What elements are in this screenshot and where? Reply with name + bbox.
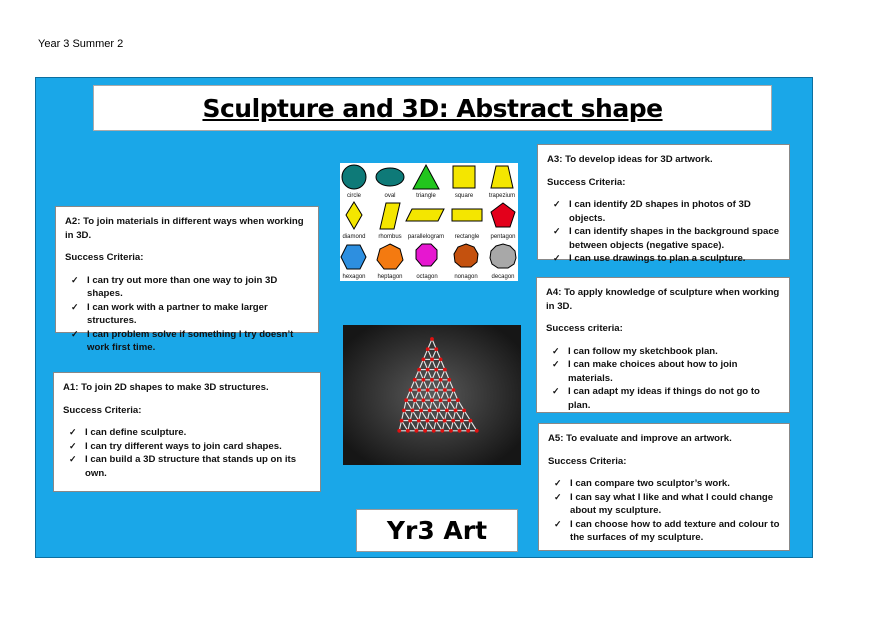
square-shape (453, 166, 475, 188)
criteria-item: ✓ I can adapt my ideas if things do not go to plan. (546, 385, 781, 412)
octagon-shape (416, 244, 437, 266)
shape-label: triangle (416, 193, 436, 199)
lattice-node (439, 398, 443, 402)
rectangle-shape (452, 209, 482, 221)
display-board (35, 77, 813, 558)
shape-label: hexagon (342, 274, 366, 280)
shape-label: diamond (342, 234, 366, 240)
lattice-node (423, 429, 427, 433)
criteria-list-a2 (65, 274, 310, 355)
criteria-list-a1 (63, 426, 312, 480)
heptagon-shape (377, 244, 403, 269)
page-title: Sculpture and 3D: Abstract shape (202, 93, 663, 123)
lattice-node (434, 368, 438, 372)
criteria-item: ✓ I can choose how to add texture and colour to the surfaces of my sculpture. (548, 518, 781, 545)
criteria-item: ✓ I can build a 3D structure that stands up on its own. (63, 453, 312, 480)
criteria-item: ✓ I can follow my sketchbook plan. (546, 345, 781, 359)
lattice-node (475, 429, 479, 433)
objective-a3: A3: To develop ideas for 3D artwork. (547, 154, 713, 165)
criteria-item: ✓ I can identify 2D shapes in photos of 3D objects. (547, 198, 781, 225)
lattice-node (413, 378, 417, 382)
shape-label: parallelogram (407, 234, 445, 240)
shape-label: decagon (491, 274, 515, 280)
lattice-node (404, 398, 408, 402)
lattice-node (430, 378, 434, 382)
lattice-node (462, 409, 466, 413)
shape-label: oval (384, 193, 396, 199)
shape-label: rectangle (454, 234, 480, 240)
lattice-node (440, 429, 444, 433)
lattice-node (426, 347, 430, 351)
lattice-node (445, 409, 449, 413)
shape-label: octagon (416, 274, 438, 280)
lattice-node (411, 409, 415, 413)
lattice-node (434, 347, 438, 351)
card-a2 (55, 206, 319, 353)
objective-a2: A2: To join materials in different ways when working in 3D. (65, 216, 304, 241)
hexagon-shape (341, 245, 366, 269)
lattice-node (417, 419, 421, 423)
shape-label: circle (346, 193, 362, 199)
diamond-shape (346, 202, 362, 229)
lattice-node (439, 378, 443, 382)
lattice-node (434, 388, 438, 392)
lattice-node (469, 419, 473, 423)
lattice-node (430, 337, 434, 341)
lattice-node (466, 429, 470, 433)
criteria-item: ✓ I can identify shapes in the background space between objects (negative space). (547, 225, 781, 252)
lattice-node (428, 409, 432, 413)
lattice-node (436, 409, 440, 413)
criteria-heading-a3: Success Criteria: (547, 176, 626, 188)
nonagon-shape (454, 244, 478, 267)
criteria-heading-a4: Success criteria: (546, 323, 623, 334)
criteria-item: ✓ I can problem solve if something I try doesn’t work first time. (65, 328, 310, 355)
shape-label: square (454, 193, 474, 199)
lattice-node (402, 409, 406, 413)
objective-a1: A1: To join 2D shapes to make 3D structures. (63, 382, 269, 393)
lattice-node (447, 398, 451, 402)
criteria-item: ✓ I can compare two sculptor’s work. (548, 477, 781, 491)
lattice-node (413, 398, 417, 402)
lattice-node (426, 388, 430, 392)
criteria-item: ✓ I can make choices about how to join materials. (546, 358, 781, 385)
lattice-node (430, 398, 434, 402)
title-box (93, 85, 772, 131)
lattice-node (452, 388, 456, 392)
card-a5 (538, 423, 790, 551)
criteria-list-a5 (548, 477, 781, 545)
criteria-heading-a2: Success Criteria: (65, 252, 144, 263)
lattice-node (421, 398, 425, 402)
pentagon-shape (491, 203, 515, 227)
lattice-node (417, 368, 421, 372)
2d-shapes-chart (340, 163, 518, 281)
triangle-shape (413, 165, 439, 189)
criteria-heading-a5: Success Criteria: (548, 455, 627, 467)
lattice-node (426, 368, 430, 372)
lattice-node (439, 358, 443, 362)
lattice-node (397, 429, 401, 433)
objective-a4: A4: To apply knowledge of sculpture when working in 3D. (546, 287, 780, 312)
lattice-node (449, 429, 453, 433)
lattice-node (447, 378, 451, 382)
lattice-node (458, 429, 462, 433)
lattice-node (425, 419, 429, 423)
criteria-item: ✓ I can say what I like and what I could change about my sculpture. (548, 491, 781, 518)
criteria-item: ✓ I can use drawings to plan a sculpture. (547, 252, 781, 266)
lattice-node (400, 419, 404, 423)
oval-shape (376, 168, 404, 186)
decagon-shape (490, 244, 516, 268)
rhombus-shape (380, 203, 400, 229)
lattice-node (451, 419, 455, 423)
lattice-node (434, 419, 438, 423)
yr3-art-badge (356, 509, 518, 552)
lattice-node (456, 398, 460, 402)
trapezium-shape (491, 166, 513, 188)
sculpture-image (343, 325, 521, 465)
criteria-list-a3 (547, 198, 781, 266)
lattice-node (443, 419, 447, 423)
lattice-node (430, 358, 434, 362)
lattice-node (409, 388, 413, 392)
card-a1 (53, 372, 321, 492)
shapes-svg (340, 163, 518, 281)
shape-label: pentagon (490, 234, 516, 240)
lattice-node (432, 429, 436, 433)
lattice-node (443, 388, 447, 392)
criteria-item: ✓ I can try different ways to join card shapes. (63, 440, 312, 454)
lattice-node (415, 429, 419, 433)
criteria-item: ✓ I can work with a partner to make larger structures. (65, 301, 310, 328)
lattice-node (460, 419, 464, 423)
lattice-node (443, 368, 447, 372)
lattice-node (421, 378, 425, 382)
criteria-list-a4 (546, 345, 781, 413)
lattice-node (417, 388, 421, 392)
badge-text: Yr3 Art (386, 516, 488, 545)
objective-a5: A5: To evaluate and improve an artwork. (548, 433, 732, 444)
parallelogram-shape (406, 209, 444, 221)
sculpture-svg (343, 325, 521, 465)
card-a4 (536, 277, 790, 413)
shape-label: rhombus (378, 234, 402, 240)
page-header: Year 3 Summer 2 (38, 38, 124, 50)
criteria-heading-a1: Success Criteria: (63, 404, 142, 416)
lattice-node (419, 409, 423, 413)
shape-label: trapezium (488, 193, 516, 199)
criteria-item: ✓ I can try out more than one way to join 3D shapes. (65, 274, 310, 301)
shape-label: heptagon (377, 274, 403, 280)
circle-shape (342, 165, 366, 189)
lattice-node (408, 419, 412, 423)
lattice-node (454, 409, 458, 413)
lattice-node (421, 358, 425, 362)
card-a3 (537, 144, 790, 264)
criteria-item: ✓ I can define sculpture. (63, 426, 312, 440)
lattice-node (406, 429, 410, 433)
shape-label: nonagon (454, 274, 478, 280)
